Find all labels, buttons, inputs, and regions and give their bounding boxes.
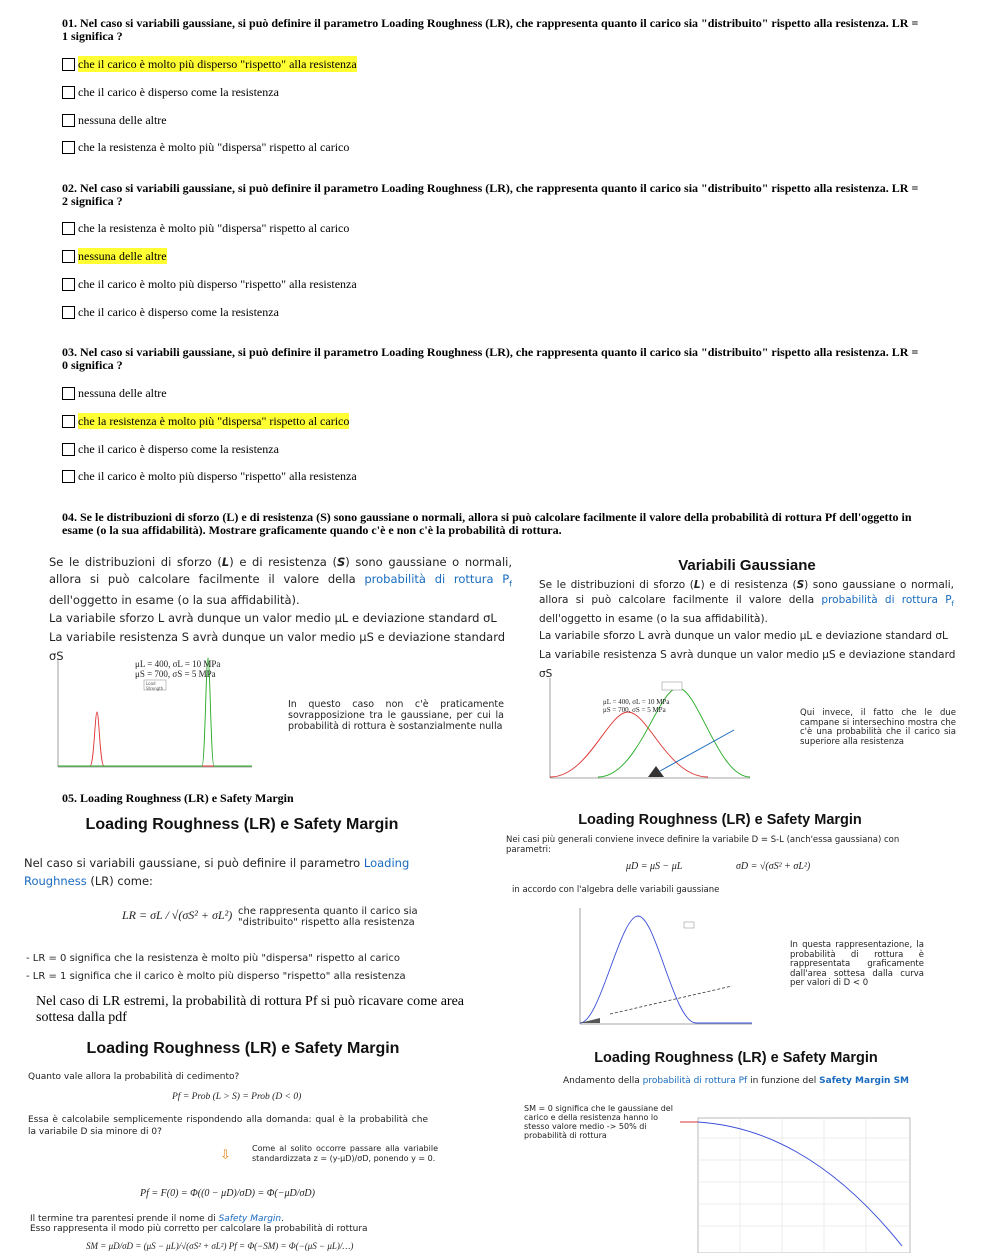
lr-formula: LR = σL / √(σS² + σL²) [122, 908, 233, 922]
load-variable-line: La variabile sforzo L avrà dunque un valor medio μL e deviazione standard σL [49, 611, 497, 626]
option-label: nessuna delle altre [78, 386, 167, 400]
checkbox[interactable] [62, 306, 75, 319]
question-01-option-3[interactable] [62, 112, 167, 128]
question-05-title: 05. Loading Roughness (LR) e Safety Margin [62, 791, 294, 805]
slide-note: In questo caso non c'è praticamente sovrapposizione tra le gaussiane, per cui la probabilità di rottura è sostanzialmente nulla [288, 699, 504, 732]
question-03-option-3[interactable] [62, 441, 279, 457]
slide-gaussians-no-overlap [40, 552, 518, 782]
option-label: che la resistenza è molto più "dispersa" rispetto al carico [78, 140, 350, 154]
slide-failure-probability [22, 1036, 464, 1253]
slide-title: Loading Roughness (LR) e Safety Margin [86, 1040, 400, 1057]
checkbox[interactable] [62, 86, 75, 99]
slide-intro: Se le distribuzioni di sforzo (L) e di resistenza (S) sono gaussiane o normali, allora si può calcolare facilmente il valore della probabilità di rottura $P_f$ dell'oggetto in esame (o la sua affidabilità). [49, 555, 512, 608]
question-03-option-2[interactable] [62, 413, 349, 429]
question-02-option-1[interactable] [62, 220, 349, 236]
checkbox[interactable] [62, 387, 75, 400]
option-label: nessuna delle altre [78, 113, 167, 127]
slide-text: Essa è calcolabile semplicemente rispondendo alla domanda: qual è la probabilità che la variabile D sia minore di 0? [28, 1115, 428, 1137]
question-02-option-4[interactable] [62, 304, 279, 320]
option-label: che il carico è molto più disperso "rispetto" alla resistenza [78, 469, 357, 483]
safety-margin-text: Il termine tra parentesi prende il nome di Safety Margin. Esso rappresenta il modo più corretto per calcolare la probabilità di rottura [30, 1214, 368, 1234]
lr-caption: Nel caso di LR estremi, la probabilità di rottura Pf si può ricavare come area sottesa dalla pdf [36, 994, 465, 1025]
chart-legend: Load Strength [146, 681, 164, 691]
slide-intro: Nel caso si variabili gaussiane, si può definire il parametro Loading Roughness (LR) come: [24, 856, 410, 888]
option-label: che il carico è molto più disperso "rispetto" alla resistenza [78, 57, 357, 71]
option-label: che il carico è molto più disperso "rispetto" alla resistenza [78, 277, 357, 291]
slide-note: Qui invece, il fatto che le due campane si intersechino mostra che c'è una probabilità che il carico sia superiore alla resistenza [800, 708, 956, 747]
question-text: Quanto vale allora la probabilità di cedimento? [28, 1072, 240, 1082]
checkbox[interactable] [62, 470, 75, 483]
load-variable-line: La variabile sforzo L avrà dunque un valor medio μL e deviazione standard σL [539, 630, 948, 643]
checkbox[interactable] [62, 278, 75, 291]
slide-note: In questa rappresentazione, la probabilità di rottura è rappresentata graficamente dall'area sottesa dalla curva per valori di D < 0 [790, 940, 924, 988]
formula-phi: Pf = F(0) = Φ((0 − μD)/σD) = Φ(−μD/σD) [140, 1188, 315, 1199]
resistance-variable-line: La variabile resistenza S avrà dunque un valor medio μS e deviazione standard σS [49, 630, 506, 664]
slide-title: Loading Roughness (LR) e Safety Margin [594, 1050, 878, 1066]
question-03-option-4[interactable] [62, 468, 357, 484]
option-label: che la resistenza è molto più "dispersa" rispetto al carico [78, 221, 350, 235]
slide-title: Loading Roughness (LR) e Safety Margin [578, 812, 862, 828]
down-arrow-icon: ⇩ [220, 1148, 231, 1163]
question-01-option-2[interactable] [62, 84, 279, 100]
chart-params: μL = 400, σL = 10 MPa μS = 700, σS = 5 MPa [603, 698, 670, 714]
slide-variabili-gaussiane [530, 552, 964, 788]
checkbox[interactable] [62, 415, 75, 428]
gaussian-chart-overlap [538, 674, 758, 786]
formula-sigma-d: σD = √(σS² + σL²) [736, 861, 811, 872]
formula-pf: Pf = Prob (L > S) = Prob (D < 0) [172, 1092, 302, 1102]
slide-intro: Nei casi più generali conviene invece definire la variabile D = S-L (anch'essa gaussiana) con parametri: [506, 835, 900, 855]
question-02-title: 02. Nel caso si variabili gaussiane, si può definire il parametro Loading Roughness (LR), che rappresenta quanto il carico sia "distribuito" rispetto alla resistenza. LR = 2 significa ? [62, 181, 919, 208]
slide-pf-vs-sm [506, 1046, 966, 1253]
slide-loading-roughness-definition [18, 810, 466, 990]
checkbox[interactable] [62, 141, 75, 154]
question-01-title: 01. Nel caso si variabili gaussiane, si può definire il parametro Loading Roughness (LR), che rappresenta quanto il carico sia "distribuito" rispetto alla resistenza. LR = 1 significa ? [62, 16, 919, 43]
option-label: che il carico è disperso come la resistenza [78, 85, 279, 99]
slide-subtitle: Andamento della probabilità di rottura Pf in funzione del Safety Margin SM [562, 1076, 910, 1086]
slide-intro: Se le distribuzioni di sforzo (L) e di resistenza (S) sono gaussiane o normali, allora si può calcolare facilmente il valore della probabilità di rottura $P_f$ dell'oggetto in esame (o la sua affidabilità). [539, 579, 954, 626]
option-label: che il carico è disperso come la resistenza [78, 442, 279, 456]
checkbox[interactable] [62, 58, 75, 71]
chart-params: μL = 400, σL = 10 MPa μS = 700, σS = 5 MPa [135, 659, 221, 679]
slide-title: Variabili Gaussiane [678, 557, 816, 574]
resistance-variable-line: La variabile resistenza S avrà dunque un valor medio μS e deviazione standard σS [539, 649, 956, 681]
slide-note: SM = 0 significa che le gaussiane del carico e della resistenza hanno lo stesso valore medio -> 50% di probabilità di rottura [524, 1104, 673, 1140]
pf-vs-sm-chart [680, 1116, 916, 1253]
lr-formula-description: che rappresenta quanto il carico sia "distribuito" rispetto alla resistenza [238, 906, 418, 928]
checkbox[interactable] [62, 222, 75, 235]
question-02-option-3[interactable] [62, 276, 357, 292]
question-03-title: 03. Nel caso si variabili gaussiane, si può definire il parametro Loading Roughness (LR), che rappresenta quanto il carico sia "distribuito" rispetto alla resistenza. LR = 0 significa ? [62, 345, 919, 372]
lr-bullets: - LR = 0 significa che la resistenza è molto più "dispersa" rispetto al carico - LR = 1 significa che il carico è molto più disperso "rispetto" alla resistenza [26, 953, 406, 982]
checkbox[interactable] [62, 114, 75, 127]
standardize-note: Come al solito occorre passare alla variabile standardizzata z = (y-μD)/σD, ponendo y = 0. [252, 1144, 438, 1163]
gaussian-algebra-note: in accordo con l'algebra delle variabili gaussiane [512, 885, 720, 895]
question-03-option-1[interactable] [62, 385, 167, 401]
formula-mu-d: μD = μS − μL [626, 861, 683, 872]
question-02-option-2[interactable] [62, 248, 167, 264]
option-label: che la resistenza è molto più "dispersa" rispetto al carico [78, 414, 350, 428]
slide-title: Loading Roughness (LR) e Safety Margin [85, 816, 399, 833]
question-04-title: 04. Se le distribuzioni di sforzo (L) e di resistenza (S) sono gaussiane o normali, allora si può calcolare facilmente il valore della probabilità di rottura Pf dell'oggetto in esame (o la sua affidabilità). Mostrare graficamente quando c'è e non c'è la probabilità di rottura. [62, 510, 912, 537]
checkbox[interactable] [62, 250, 75, 263]
d-distribution-chart [570, 902, 760, 1030]
option-label: che il carico è disperso come la resistenza [78, 305, 279, 319]
sm-formula: SM = μD/σD = (μS − μL)/√(σS² + σL²) Pf = Φ(−SM) = Φ(−(μS − μL)/…) [86, 1241, 354, 1251]
slide-safety-margin-d [500, 806, 940, 1032]
question-01-option-1[interactable] [62, 56, 357, 72]
checkbox[interactable] [62, 443, 75, 456]
option-label: nessuna delle altre [78, 249, 167, 263]
question-01-option-4[interactable] [62, 139, 349, 155]
